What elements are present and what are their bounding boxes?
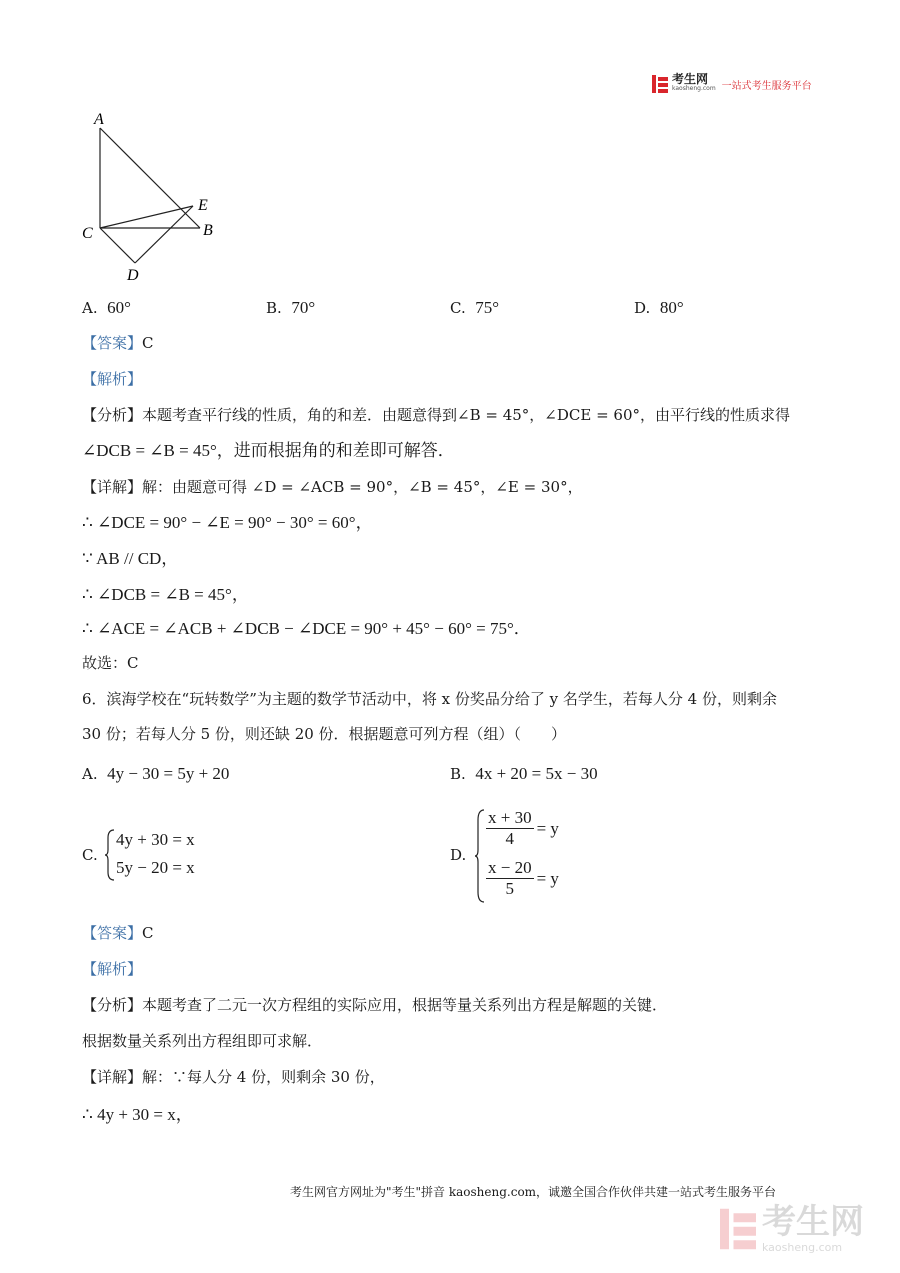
footer-text: 考生网官方网址为"考生"拼音 kaosheng.com，诚邀全国合作伙伴共建一站式考生服务平台: [290, 1185, 777, 1199]
q6-detail: [82, 1066, 385, 1088]
q5-option-a: [82, 298, 131, 318]
triangle-figure: [78, 108, 228, 288]
label-a: A: [94, 111, 104, 128]
fraction-numerator: x − 20: [488, 858, 532, 877]
watermark-text: 考生网: [762, 1202, 864, 1242]
q6-option-b: [450, 764, 598, 784]
system-eq2: 5y − 20 = x: [116, 858, 195, 877]
segment-cd: [100, 228, 135, 263]
logo-subtext: kaosheng.com: [672, 85, 716, 92]
fraction-numerator: x + 30: [488, 808, 532, 827]
q5-detail: [82, 476, 583, 498]
detail-text: 解：由题意可得 ∠D = ∠ACB = 90°，∠B = 45°，∠E = 30°，: [142, 478, 583, 496]
option-letter: B.: [450, 765, 466, 783]
q5-detail-line2: ∴ ∠DCE = 90° − ∠E = 90° − 30° = 60°，: [82, 513, 373, 532]
answer-tag: 【答案】: [82, 924, 143, 942]
q6-option-d-letter: D.: [450, 846, 467, 864]
option-text: 60°: [107, 298, 131, 317]
q5-option-b: [266, 298, 315, 318]
q5-analysis-intro: [82, 404, 790, 426]
fraction-eq1: [486, 808, 559, 849]
option-letter: D.: [634, 299, 651, 317]
option-letter: A.: [82, 765, 98, 783]
option-text: 75°: [475, 298, 500, 317]
q6-option-c-letter: C.: [82, 846, 98, 864]
option-letter: C.: [450, 299, 466, 317]
fraction-denominator: 5: [505, 879, 515, 898]
q6-analysis-intro2: 根据数量关系列出方程组即可求解．: [82, 1032, 323, 1050]
answer-value: C: [142, 924, 154, 942]
q6-analysis-tag: 【解析】: [82, 960, 143, 978]
watermark-logo-icon: [720, 1204, 756, 1254]
q5-analysis-tag: 【解析】: [82, 370, 143, 388]
answer-value: C: [142, 334, 154, 352]
logo-text: 考生网: [672, 72, 709, 86]
analysis-intro-tag: 【分析】: [82, 406, 143, 424]
watermark: [720, 1203, 864, 1254]
label-d: D: [127, 267, 139, 284]
q5-choose: 故选：C: [82, 654, 139, 672]
analysis-intro-tag: 【分析】: [82, 996, 143, 1014]
option-text: 80°: [659, 298, 684, 317]
q6-option-a: [82, 764, 229, 784]
q6-detail-line2: ∴ 4y + 30 = x，: [82, 1105, 193, 1124]
logo-tagline: 一站式考生服务平台: [721, 80, 812, 92]
detail-tag: 【详解】: [82, 1068, 143, 1086]
q5-option-c: [450, 298, 499, 318]
q5-answer: [82, 332, 154, 354]
q6-answer: [82, 922, 154, 944]
fraction-rhs: = y: [536, 818, 559, 838]
q5-analysis-intro2: ∠DCB = ∠B = 45°，进而根据角的和差即可解答．: [82, 441, 455, 460]
q6-stem-line1: 6．滨海学校在“玩转数学”为主题的数学节活动中，将 x 份奖品分给了 y 名学生，若每人分 4 份，则剩余: [82, 690, 777, 708]
analysis-intro-text: 本题考查了二元一次方程组的实际应用，根据等量关系列出方程是解题的关键．: [142, 996, 668, 1014]
analysis-intro-text: 本题考查平行线的性质，角的和差．由题意得到∠B = 45°，∠DCE = 60°，由平行线的性质求得: [142, 406, 791, 424]
segment-ed: [135, 206, 193, 263]
label-e: E: [198, 197, 208, 214]
left-brace-icon: [104, 828, 116, 882]
watermark-subtext: kaosheng.com: [762, 1241, 843, 1254]
system-eq1: 4y + 30 = x: [116, 830, 195, 849]
option-text: 4y − 30 = 5y + 20: [107, 764, 230, 783]
fraction-eq2: [486, 858, 559, 899]
left-brace-icon: [474, 808, 486, 904]
logo-mark-icon: [652, 75, 668, 93]
detail-tag: 【详解】: [82, 478, 143, 496]
answer-tag: 【答案】: [82, 334, 143, 352]
fraction-rhs: = y: [536, 868, 559, 888]
option-letter: B.: [266, 299, 282, 317]
option-letter: A.: [82, 299, 98, 317]
q5-detail-line5: ∴ ∠ACE = ∠ACB + ∠DCB − ∠DCE = 90° + 45° − 60° = 75°．: [82, 619, 531, 638]
q5-detail-line3: ∵ AB // CD，: [82, 549, 179, 568]
option-text: 70°: [291, 298, 316, 317]
q6-stem-line2: 30 份；若每人分 5 份，则还缺 20 份．根据题意可列方程（组）（ ）: [82, 725, 567, 743]
q5-detail-line4: ∴ ∠DCB = ∠B = 45°，: [82, 585, 249, 604]
option-text: 4x + 20 = 5x − 30: [475, 764, 598, 783]
fraction-denominator: 4: [505, 829, 515, 848]
q5-option-d: [634, 298, 684, 318]
segment-ce: [100, 206, 193, 228]
detail-text: 解：∵每人分 4 份，则剩余 30 份，: [142, 1068, 385, 1086]
q6-analysis-intro: [82, 994, 667, 1016]
label-b: B: [203, 222, 213, 239]
site-logo: [652, 74, 812, 94]
label-c: C: [82, 225, 93, 242]
segment-ab: [100, 128, 200, 228]
